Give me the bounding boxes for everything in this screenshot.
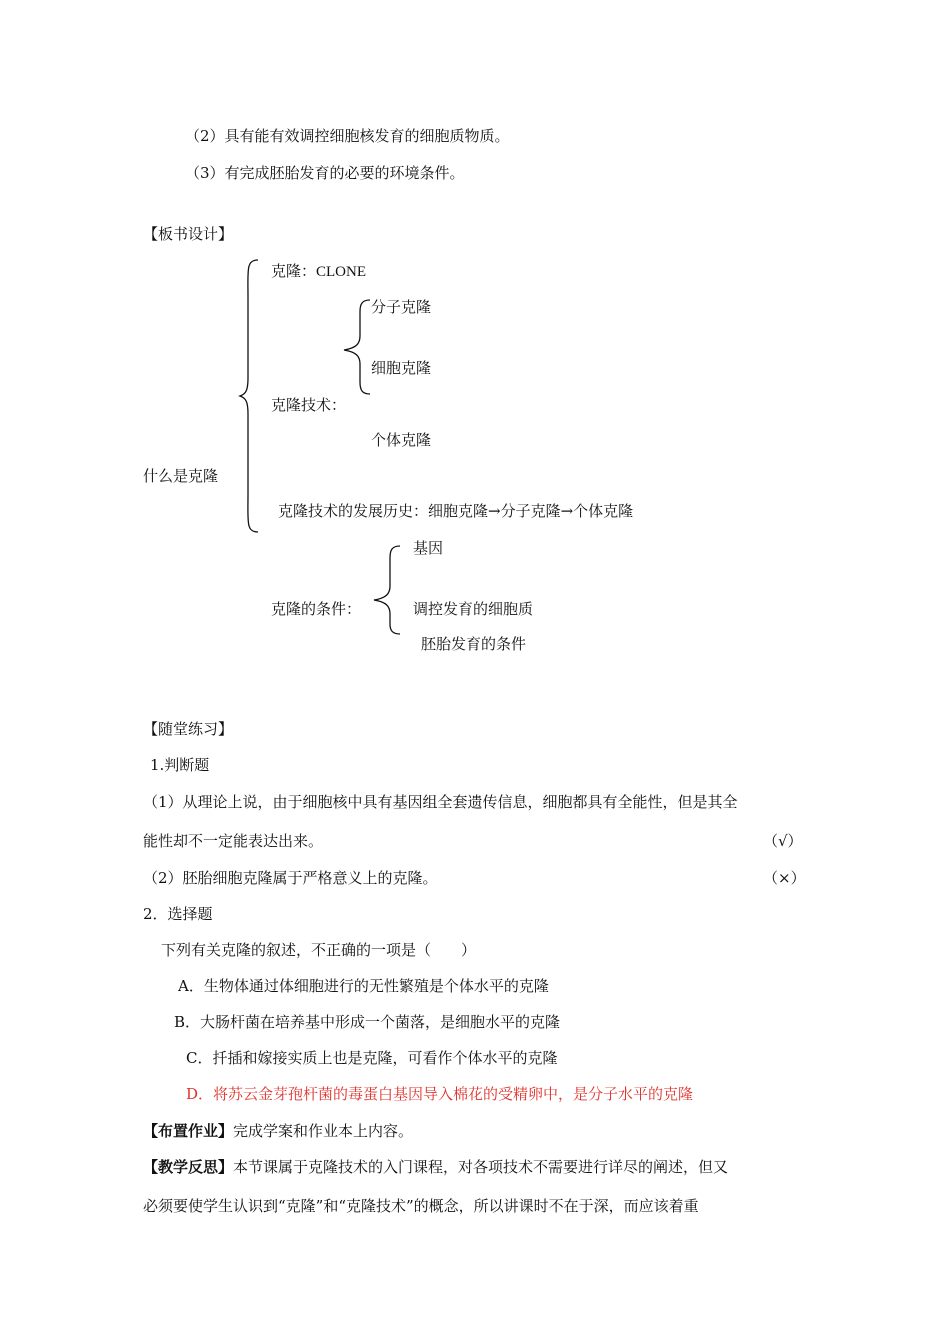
q2-stem: 下列有关克隆的叙述，不正确的一项是（ ） [161, 941, 477, 959]
tech-label: 克隆技术： [271, 396, 347, 414]
q1-2: （2）胚胎细胞克隆属于严格意义上的克隆。 [143, 869, 438, 887]
reflection-line1 [143, 1157, 728, 1177]
tech-item-individual: 个体克隆 [371, 431, 432, 449]
board-heading: 【板书设计】 [143, 225, 234, 243]
tech-item-cell: 细胞克隆 [371, 359, 432, 377]
q1-title: 1.判断题 [150, 756, 210, 774]
option-b: B．大肠杆菌在培养基中形成一个菌落，是细胞水平的克隆 [174, 1013, 561, 1031]
q1-1-line2: 能性却不一定能表达出来。 [143, 832, 324, 850]
reflection-heading: 【教学反思】 [143, 1158, 234, 1176]
option-d-correct: D．将苏云金芽孢杆菌的毒蛋白基因导入棉花的受精卵中，是分子水平的克隆 [186, 1085, 694, 1103]
condition-cytoplasm: 调控发育的细胞质 [413, 600, 534, 618]
tech-brace [342, 298, 372, 394]
intro-item-2: （2）具有能有效调控细胞核发育的细胞质物质。 [185, 127, 510, 145]
homework [143, 1121, 413, 1141]
condition-gene: 基因 [413, 539, 444, 557]
board-main-brace [238, 258, 262, 534]
q1-1-answer: （√） [763, 832, 803, 850]
reflection-line2: 必须要使学生认识到“克隆”和“克隆技术”的概念，所以讲课时不在于深，而应该着重 [143, 1197, 699, 1215]
q1-1-line1: （1）从理论上说，由于细胞核中具有基因组全套遗传信息，细胞都具有全能性，但是其全 [143, 793, 738, 811]
q1-2-answer: （×） [763, 869, 806, 887]
reflection-text-1: 本节课属于克隆技术的入门课程，对各项技术不需要进行详尽的阐述，但又 [233, 1158, 729, 1176]
intro-item-3: （3）有完成胚胎发育的必要的环境条件。 [185, 164, 465, 182]
q2-title: 2．选择题 [143, 905, 213, 923]
practice-heading: 【随堂练习】 [143, 720, 234, 738]
homework-text: 完成学案和作业本上内容。 [233, 1122, 414, 1140]
homework-heading: 【布置作业】 [143, 1122, 234, 1140]
clone-definition: 克隆：CLONE [271, 264, 366, 280]
tech-history: 克隆技术的发展历史：细胞克隆→分子克隆→个体克隆 [278, 502, 634, 520]
condition-embryo: 胚胎发育的条件 [421, 635, 527, 653]
option-a: A．生物体通过体细胞进行的无性繁殖是个体水平的克隆 [178, 977, 549, 995]
conditions-label: 克隆的条件： [271, 600, 362, 618]
tech-item-molecular: 分子克隆 [371, 298, 432, 316]
conditions-brace [372, 544, 402, 634]
board-root: 什么是克隆 [143, 467, 219, 485]
option-c: C．扦插和嫁接实质上也是克隆，可看作个体水平的克隆 [186, 1049, 558, 1067]
